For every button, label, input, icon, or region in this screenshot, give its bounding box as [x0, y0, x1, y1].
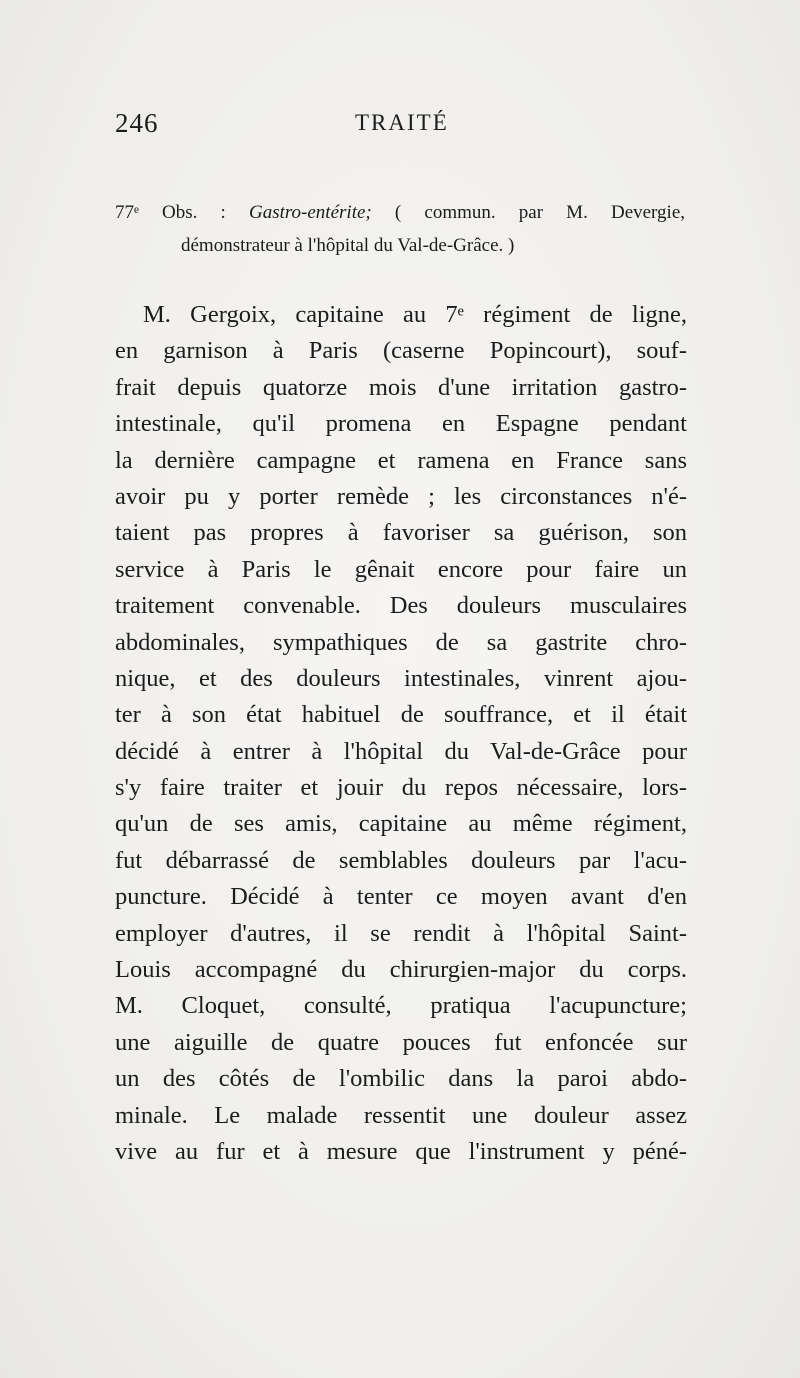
page-header: [115, 108, 685, 148]
observation-number: 77ᵉ Obs. :: [115, 202, 226, 223]
text-line: un des côtés de l'ombilic dans la paroi abdo-: [115, 1065, 687, 1093]
text-line: M. Cloquet, consulté, pratiqua l'acupuncture;: [115, 992, 687, 1020]
observation-heading-line-1: [115, 196, 685, 229]
text-line: employer d'autres, il se rendit à l'hôpital Saint-: [115, 919, 687, 947]
page-number: 246: [115, 108, 159, 138]
observation-source: ( commun. par M. Devergie,: [394, 202, 686, 223]
text-line: traitement convenable. Des douleurs musculaires: [115, 592, 687, 620]
text-line: ter à son état habituel de souffrance, et il était: [115, 701, 687, 729]
text-line: M. Gergoix, capitaine au 7ᵉ régiment de ligne,: [143, 301, 687, 328]
text-line: minale. Le malade ressentit une douleur assez: [115, 1101, 687, 1129]
running-title: TRAITÉ: [355, 110, 449, 135]
text-line: vive au fur et à mesure que l'instrument y péné-: [115, 1137, 687, 1165]
text-line: fut débarrassé de semblables douleurs par l'acu-: [115, 846, 687, 874]
observation-heading-line-2: démonstrateur à l'hôpital du Val-de-Grâce. ): [181, 235, 515, 256]
text-line: Louis accompagné du chirurgien-major du corps.: [115, 956, 687, 984]
text-line: une aiguille de quatre pouces fut enfoncée sur: [115, 1028, 687, 1056]
text-line: puncture. Décidé à tenter ce moyen avant d'en: [115, 883, 687, 911]
observation-heading: [115, 196, 685, 262]
text-line: nique, et des douleurs intestinales, vinrent ajou-: [115, 664, 687, 692]
text-line: intestinale, qu'il promena en Espagne pendant: [115, 410, 687, 438]
text-line: abdominales, sympathiques de sa gastrite chro-: [115, 628, 687, 656]
text-line: frait depuis quatorze mois d'une irritation gastro-: [115, 373, 687, 401]
text-line: service à Paris le gênait encore pour faire un: [115, 555, 687, 583]
text-line: avoir pu y porter remède ; les circonstances n'é-: [115, 482, 687, 510]
text-line: taient pas propres à favoriser sa guérison, son: [115, 519, 687, 547]
text-line: décidé à entrer à l'hôpital du Val-de-Grâce pour: [115, 737, 687, 765]
text-line: la dernière campagne et ramena en France sans: [115, 446, 687, 474]
text-line: en garnison à Paris (caserne Popincourt), souf-: [115, 337, 687, 365]
text-line: qu'un de ses amis, capitaine au même régiment,: [115, 810, 687, 838]
body-paragraph: [115, 297, 687, 1170]
observation-title: Gastro-entérite;: [248, 202, 372, 223]
text-line: s'y faire traiter et jouir du repos nécessaire, lors-: [115, 774, 687, 802]
